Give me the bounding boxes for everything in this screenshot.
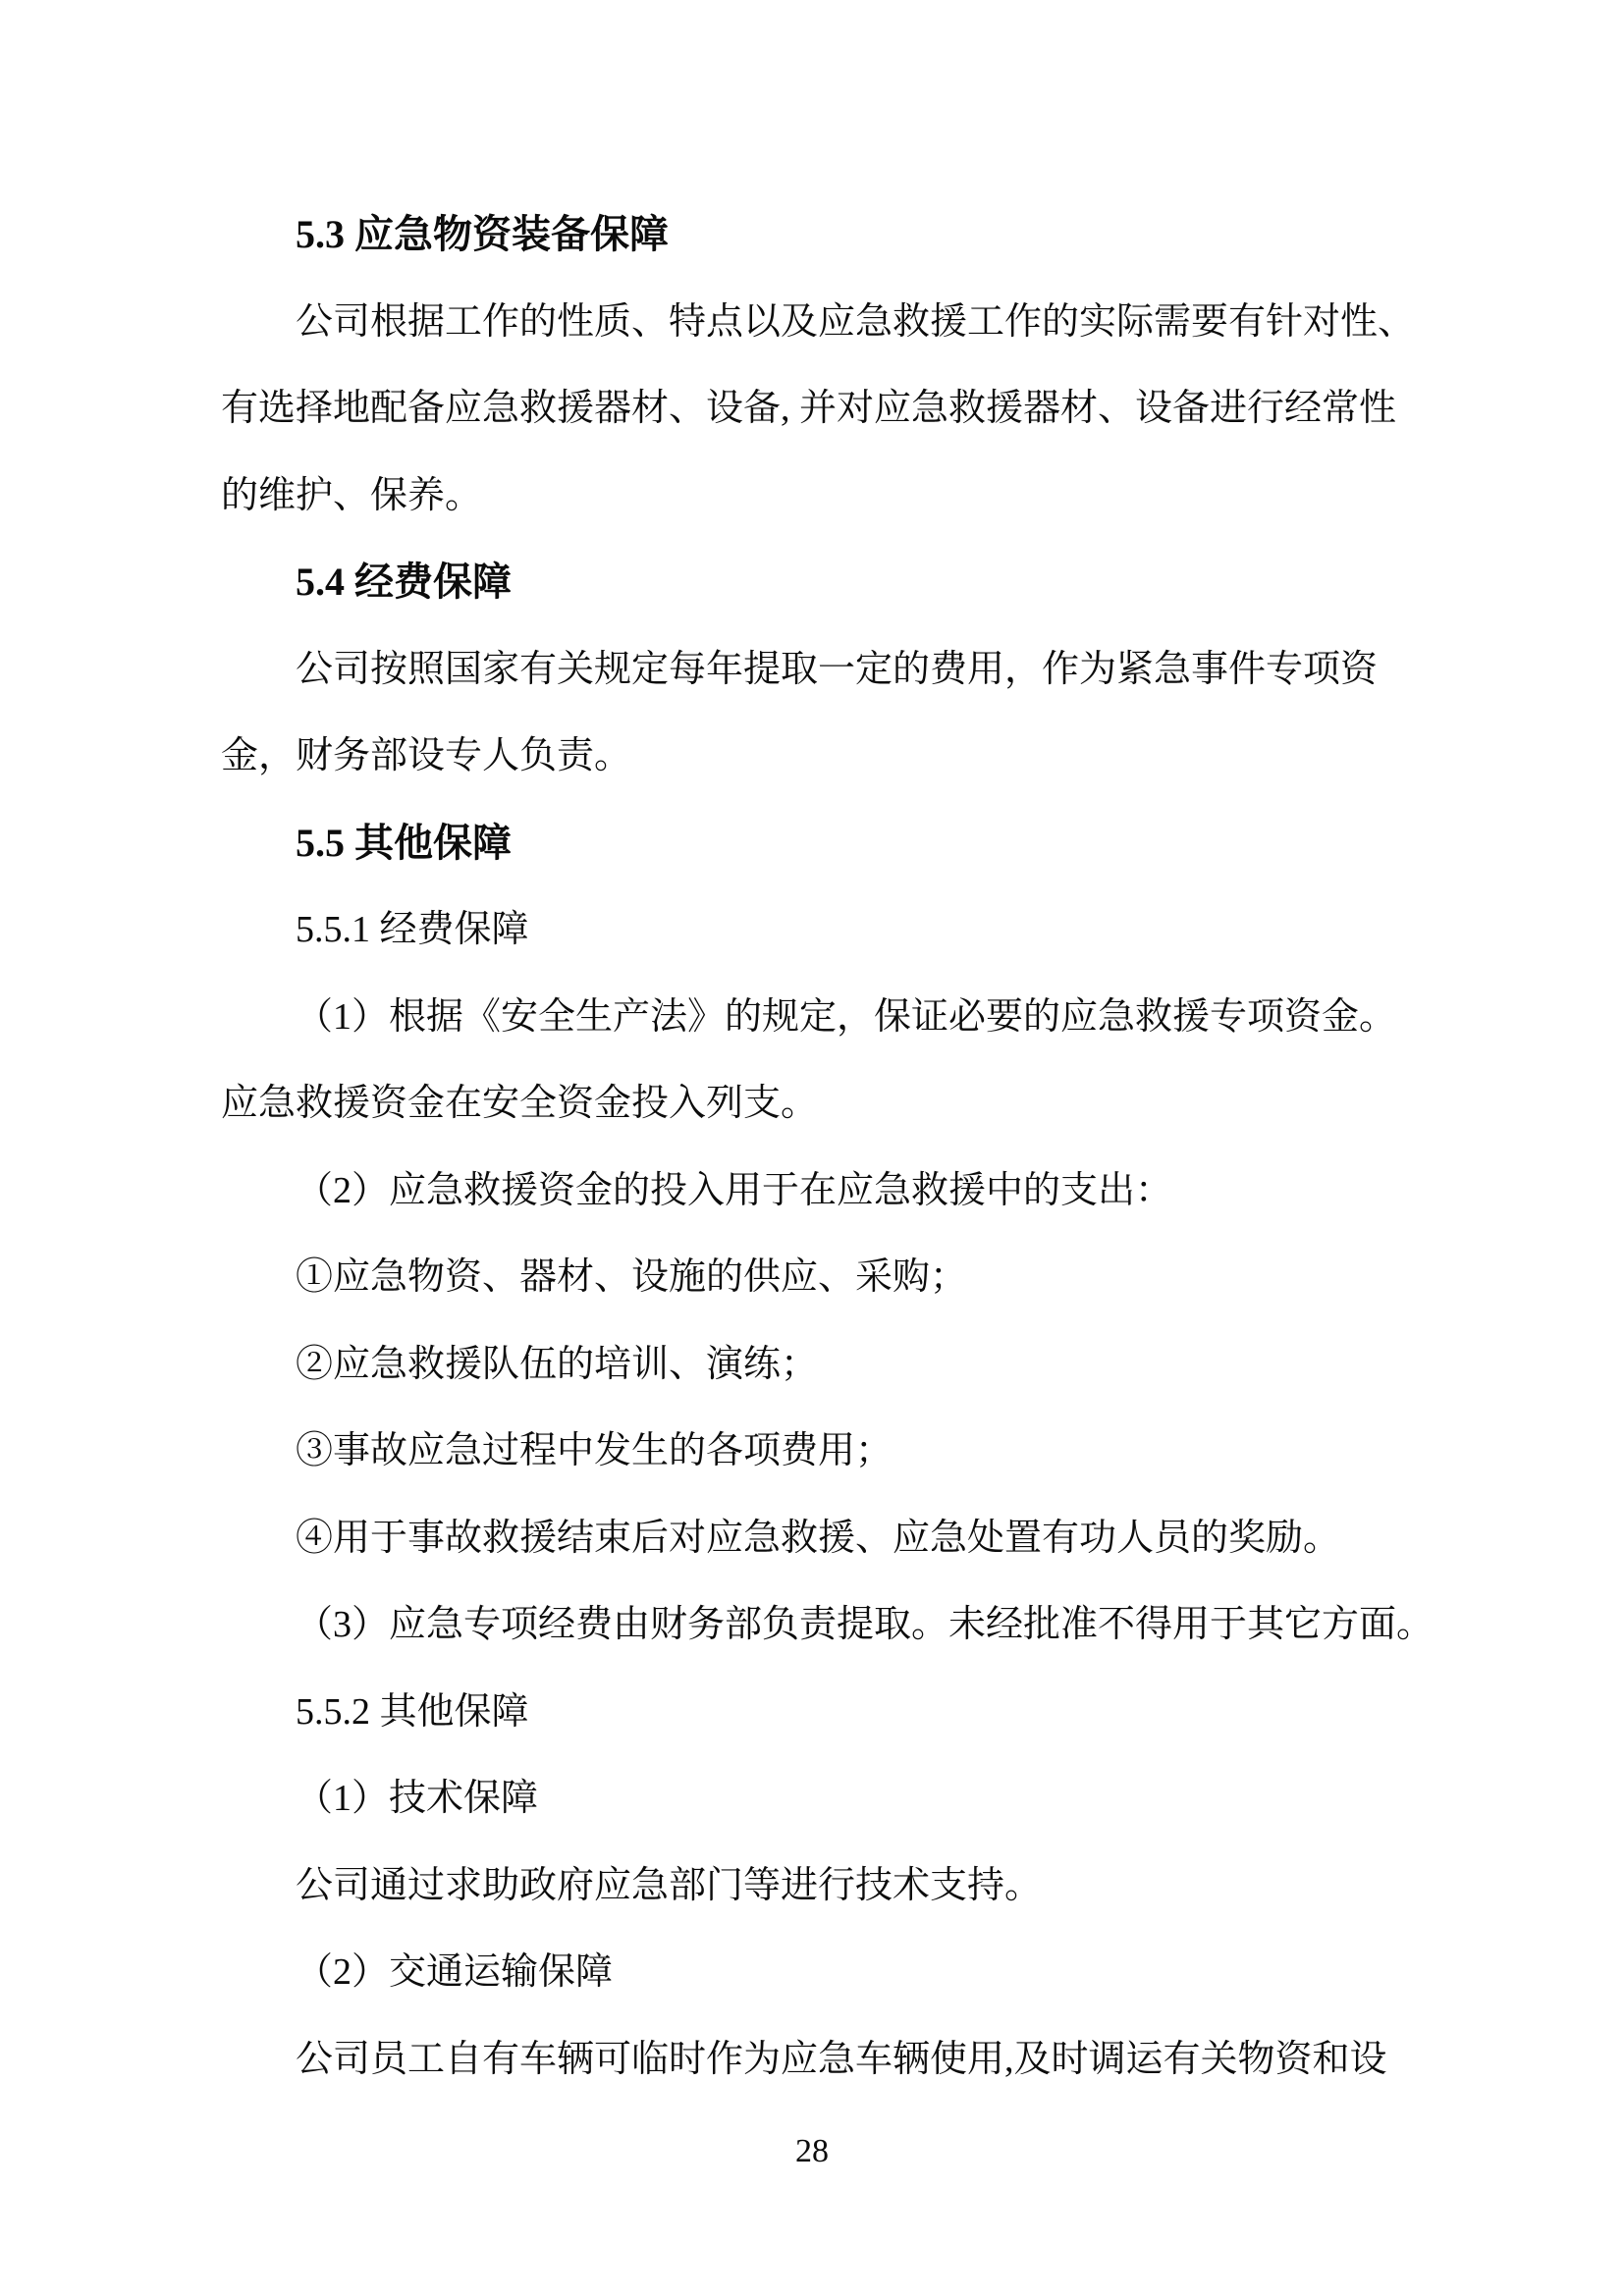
section-heading: 5.3 应急物资装备保障 <box>296 212 669 256</box>
text-line: 公司员工自有车辆可临时作为应急车辆使用,及时调运有关物资和设 <box>296 2038 1387 2080</box>
text-line: 公司按照国家有关规定每年提取一定的费用，作为紧急事件专项资 <box>296 648 1379 690</box>
text-line: 公司通过求助政府应急部门等进行技术支持。 <box>296 1864 1043 1906</box>
text-line: 5.5.2 其他保障 <box>296 1690 529 1733</box>
text-line: （1）技术保障 <box>296 1778 539 1819</box>
text-line: 5.5.1 经费保障 <box>296 909 529 950</box>
page-number: 28 <box>795 2133 829 2169</box>
text-line: 公司根据工作的性质、特点以及应急救援工作的实际需要有针对性、 <box>296 300 1416 343</box>
text-line: （1）根据《安全生产法》的规定，保证必要的应急救援专项资金。 <box>296 995 1397 1038</box>
text-line: 的维护、保养。 <box>221 474 483 516</box>
section-heading: 5.4 经费保障 <box>296 560 512 604</box>
text-line: （2）交通运输保障 <box>296 1951 614 1993</box>
text-line: 应急救援资金在安全资金投入列支。 <box>221 1083 819 1124</box>
section-heading: 5.5 其他保障 <box>296 820 512 865</box>
text-line: ④用于事故救援结束后对应急救援、应急处置有功人员的奖励。 <box>296 1517 1341 1559</box>
text-line: （2）应急救援资金的投入用于在应急救援中的支出： <box>296 1169 1173 1211</box>
text-line: 有选择地配备应急救援器材、设备, 并对应急救援器材、设备进行经常性 <box>221 388 1397 429</box>
text-line: 金，财务部设专人负责。 <box>221 735 632 776</box>
text-line: ②应急救援队伍的培训、演练； <box>296 1343 819 1385</box>
text-line: （3）应急专项经费由财务部负责提取。未经批准不得用于其它方面。 <box>296 1604 1435 1645</box>
text-line: ①应急物资、器材、设施的供应、采购； <box>296 1256 968 1298</box>
text-line: ③事故应急过程中发生的各项费用； <box>296 1430 893 1471</box>
